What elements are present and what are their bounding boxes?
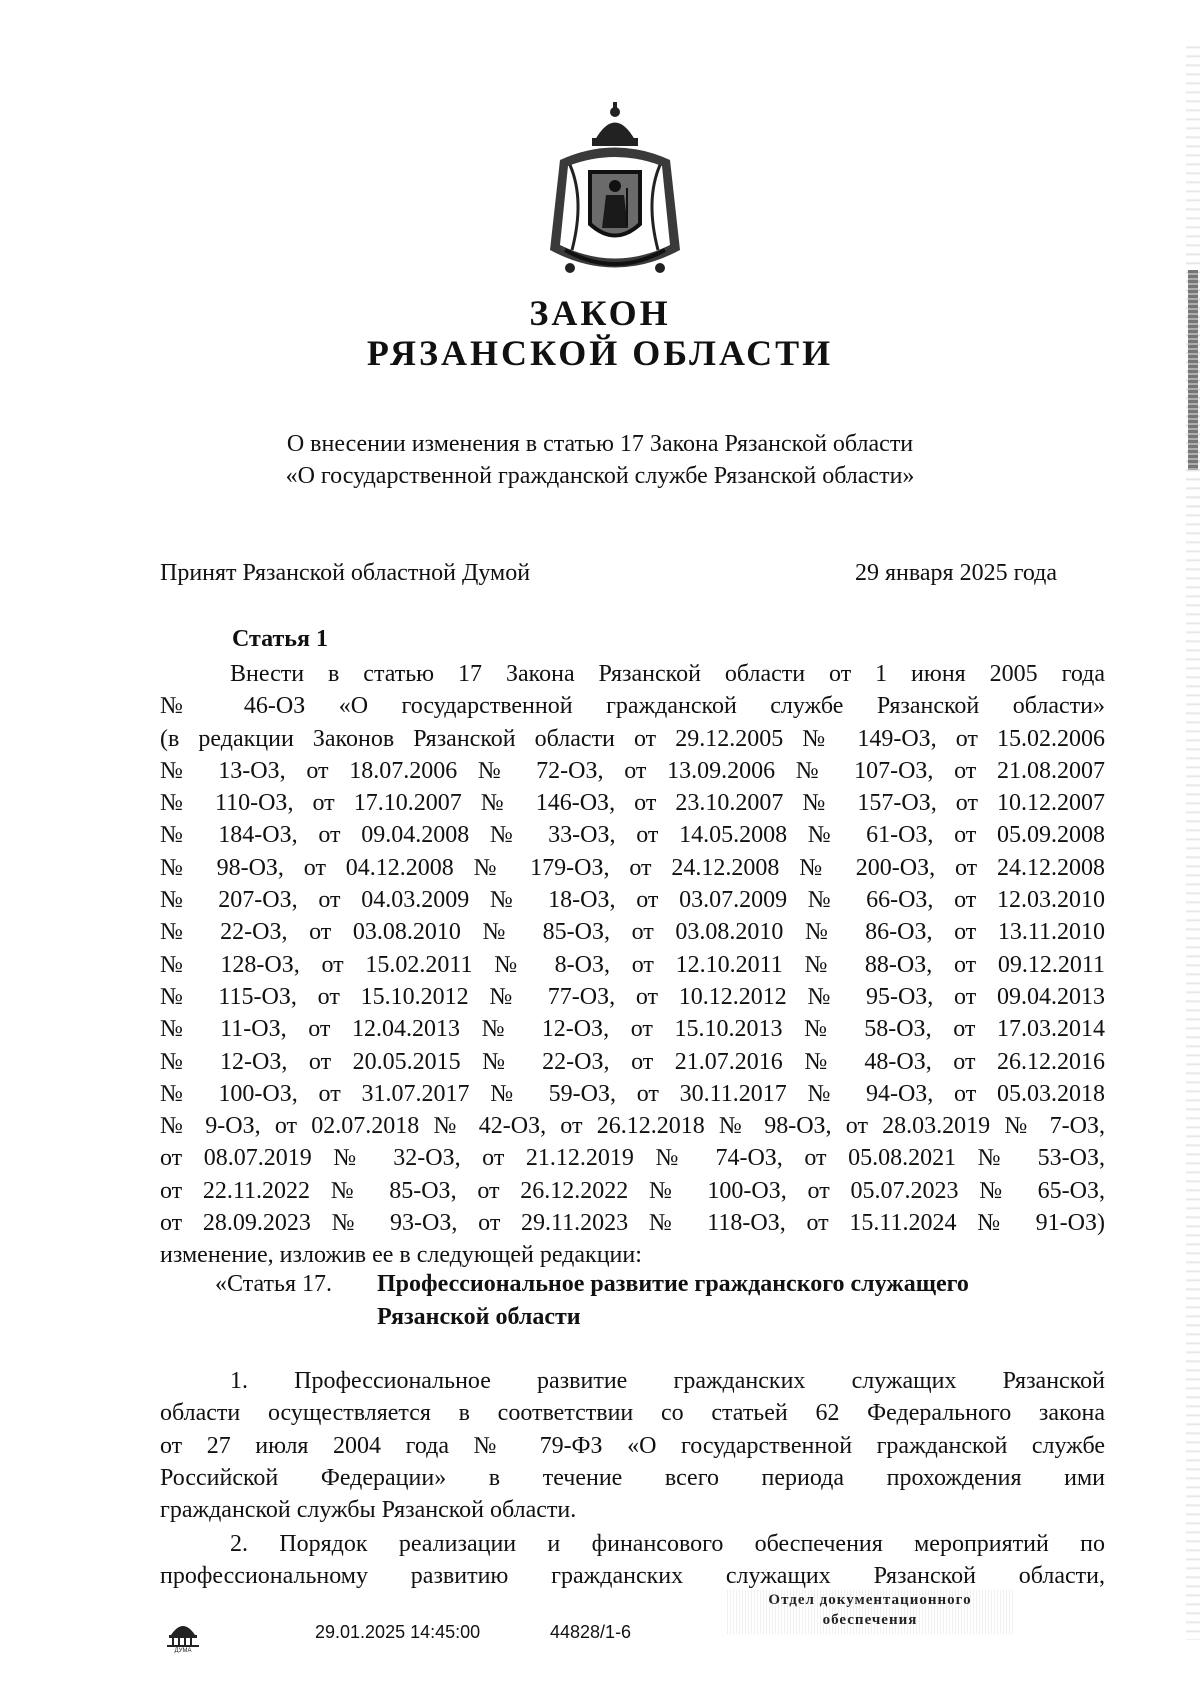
new-article-heading <box>215 1268 969 1334</box>
text-line: профессиональному развитию гражданских служащих Рязанской области, <box>160 1563 1105 1590</box>
text-line: № 11-ОЗ, от 12.04.2013 № 12-ОЗ, от 15.10.2013 № 58-ОЗ, от 17.03.2014 <box>160 1016 1105 1043</box>
text-line: 1. Профессиональное развитие гражданских служащих Рязанской <box>230 1368 1105 1394</box>
law-subject-line2: «О государственной гражданской службе Рязанской области» <box>285 463 915 489</box>
text-line: № 22-ОЗ, от 03.08.2010 № 85-ОЗ, от 03.08.2010 № 86-ОЗ, от 13.11.2010 <box>160 919 1105 946</box>
stamp-line1: Отдел документационного <box>768 1592 972 1608</box>
text-line: № 115-ОЗ, от 15.10.2012 № 77-ОЗ, от 10.12.2012 № 95-ОЗ, от 09.04.2013 <box>160 983 1105 1010</box>
footer-timestamp: 29.01.2025 14:45:00 <box>315 1622 481 1642</box>
text-line: № 100-ОЗ, от 31.07.2017 № 59-ОЗ, от 30.11.2017 № 94-ОЗ, от 05.03.2018 <box>160 1080 1105 1107</box>
text-line: от 27 июля 2004 года № 79-ФЗ «О государственной гражданской службе <box>160 1432 1105 1459</box>
footer-doc-number: 44828/1-6 <box>550 1622 632 1642</box>
new-article-title: Профессиональное развитие гражданского служащего <box>377 1271 969 1297</box>
text-line: № 128-ОЗ, от 15.02.2011 № 8-ОЗ, от 12.10.2011 № 88-ОЗ, от 09.12.2011 <box>160 951 1105 978</box>
new-article-title-cont: Рязанской области <box>377 1304 581 1330</box>
text-line: № 9-ОЗ, от 02.07.2018 № 42-ОЗ, от 26.12.2018 № 98-ОЗ, от 28.03.2019 № 7-ОЗ, <box>160 1113 1105 1140</box>
stamp-line2: обеспечения <box>822 1612 918 1628</box>
text-line: от 28.09.2023 № 93-ОЗ, от 29.11.2023 № 118-ОЗ, от 15.11.2024 № 91-ОЗ) <box>160 1210 1105 1237</box>
text-line: № 46-ОЗ «О государственной гражданской службе Рязанской области» <box>160 693 1105 720</box>
duma-logo-icon <box>163 1615 203 1653</box>
article1-body <box>160 658 1105 1272</box>
law-region-title: РЯЗАНСКОЙ ОБЛАСТИ <box>366 333 834 373</box>
article-heading: Статья 1 <box>232 626 328 652</box>
text-line: № 207-ОЗ, от 04.03.2009 № 18-ОЗ, от 03.07.2009 № 66-ОЗ, от 12.03.2010 <box>160 887 1105 914</box>
paragraph-1 <box>160 1365 1105 1526</box>
text-line: № 98-ОЗ, от 04.12.2008 № 179-ОЗ, от 24.12.2008 № 200-ОЗ, от 24.12.2008 <box>160 854 1105 881</box>
department-stamp <box>725 1590 1015 1634</box>
text-line: Внести в статью 17 Закона Рязанской области от 1 июня 2005 года <box>230 661 1105 687</box>
paragraph-2 <box>160 1528 1105 1593</box>
text-line: 2. Порядок реализации и финансового обеспечения мероприятий по <box>230 1531 1105 1557</box>
text-line: № 12-ОЗ, от 20.05.2015 № 22-ОЗ, от 21.07.2016 № 48-ОЗ, от 26.12.2016 <box>160 1048 1105 1075</box>
scan-edge <box>1186 40 1200 1640</box>
new-article-prefix: «Статья 17. <box>215 1271 332 1297</box>
adopted-date: 29 января 2025 года <box>855 560 1058 586</box>
text-line: от 08.07.2019 № 32-ОЗ, от 21.12.2019 № 74-ОЗ, от 05.08.2021 № 53-ОЗ, <box>160 1145 1105 1172</box>
text-line: изменение, изложив ее в следующей редакции: <box>160 1242 642 1269</box>
coat-of-arms-icon <box>540 100 690 290</box>
svg-text:ДУМА: ДУМА <box>174 1648 192 1653</box>
text-line: № 110-ОЗ, от 17.10.2007 № 146-ОЗ, от 23.10.2007 № 157-ОЗ, от 10.12.2007 <box>160 790 1105 817</box>
text-line: от 22.11.2022 № 85-ОЗ, от 26.12.2022 № 100-ОЗ, от 05.07.2023 № 65-ОЗ, <box>160 1177 1105 1204</box>
text-line: № 13-ОЗ, от 18.07.2006 № 72-ОЗ, от 13.09.2006 № 107-ОЗ, от 21.08.2007 <box>160 757 1105 784</box>
text-line: (в редакции Законов Рязанской области от 29.12.2005 № 149-ОЗ, от 15.02.2006 <box>160 725 1105 752</box>
text-line: Российской Федерации» в течение всего периода прохождения ими <box>160 1464 1105 1491</box>
text-line: области осуществляется в соответствии со статьей 62 Федерального закона <box>160 1400 1105 1427</box>
text-line: № 184-ОЗ, от 09.04.2008 № 33-ОЗ, от 14.05.2008 № 61-ОЗ, от 05.09.2008 <box>160 822 1105 849</box>
text-line: гражданской службы Рязанской области. <box>160 1497 577 1524</box>
law-title: ЗАКОН <box>529 293 671 333</box>
law-subject-line1: О внесении изменения в статью 17 Закона Рязанской области <box>286 431 914 457</box>
adopted-by: Принят Рязанской областной Думой <box>160 560 531 586</box>
